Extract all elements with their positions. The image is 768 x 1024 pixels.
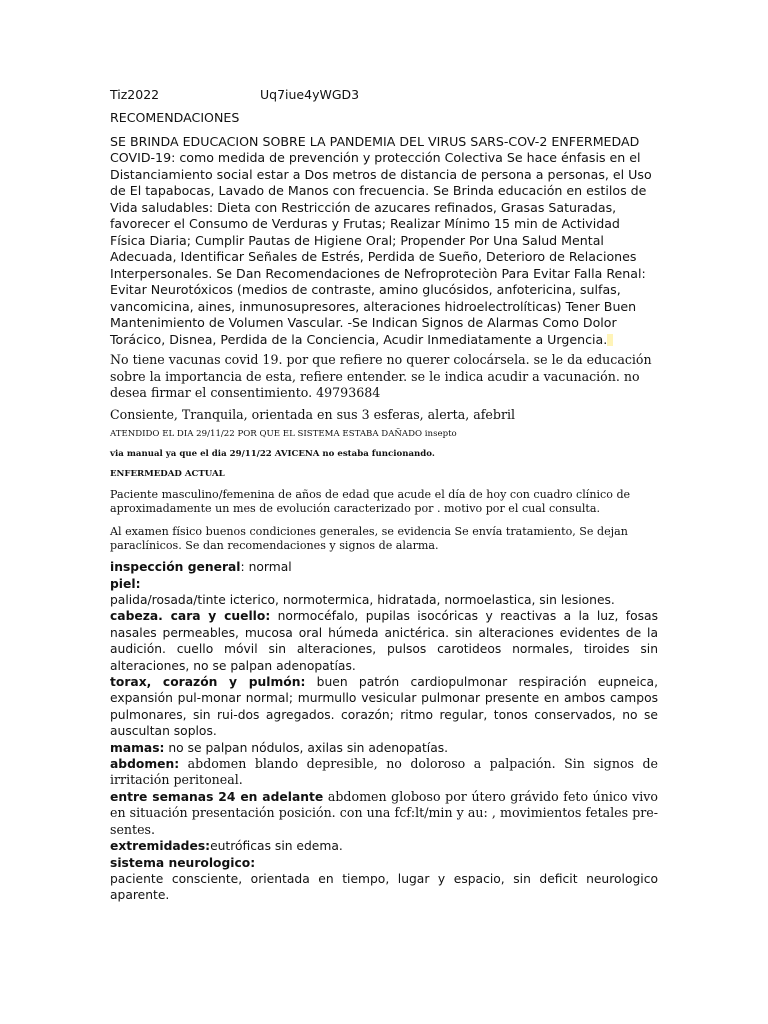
- exam-extremidades-label: extremidades:: [110, 839, 211, 854]
- vacunas-paragraph: No tiene vacunas covid 19. por que refiere no querer colocársela. se le da educación sobre la importancia de esta, refiere entender. se le indica acudir a vacunación. no desea firmar el consentimiento. 49793684: [110, 352, 652, 400]
- atendido-tail: insepto: [422, 429, 457, 439]
- exam-mamas-label: mamas:: [110, 740, 165, 755]
- recomendaciones-text: SE BRINDA EDUCACION SOBRE LA PANDEMIA DEL VIRUS SARS-COV-2 ENFERMEDAD COVID-19: como medida de prevención y protección Colectiva Se hace énfasis en el Distanciamiento social estar a Dos metros de distancia de persona a personas, el Uso de El tapabocas, Lavado de Manos con frecuencia. Se Brinda educación en estilos de Vida saludables: Dieta con Restricción de azucares refinados, Grasas Saturadas, favorecer el Consumo de Verduras y Frutas; Realizar Mínimo 15 min de Actividad Física Diaria; Cumplir Pautas de Higiene Oral; Propender Por Una Salud Mental Adecuada, Identificar Señales de Estrés, Perdida de Sueño, Deterioro de Relaciones Interpersonales. Se Dan Recomendaciones de Nefroproteciòn Para Evitar Falla Renal: Evitar Neurotóxicos (medios de contraste, amino glucósidos, anfotericina, sulfas, vancomicina, aines, inmunosupresores, alteraciones hidroelectrolíticas) Tener Buen Mantenimiento de Volumen Vascular. -Se Indican Signos de Alarmas Como Dolor Torácico, Disnea, Perdida de la Conciencia, Acudir Inmediatamente a Urgencia.: [110, 133, 652, 347]
- exam-piel-label: piel:: [110, 576, 141, 591]
- exam-semanas-label: entre semanas 24 en adelante: [110, 789, 324, 804]
- exam-inspeccion-label: inspección general: [110, 560, 241, 575]
- exam-abdomen-label: abdomen:: [110, 757, 180, 772]
- exam-cabeza-label: cabeza. cara y cuello:: [110, 609, 271, 624]
- header-id-2: Uq7iue4yWGD3: [260, 87, 360, 102]
- exam-semanas: [110, 789, 658, 838]
- exam-mamas-value: no se palpan nódulos, axilas sin adenopatías.: [164, 740, 449, 755]
- exam-piel-label-line: [110, 576, 658, 592]
- exam-cabeza: [110, 608, 658, 674]
- atendido-line: [110, 428, 658, 440]
- via-manual-line: via manual ya que el dia 29/11/22 AVICENA no estaba funcionando.: [110, 449, 435, 459]
- exam-inspeccion-value: : normal: [240, 560, 292, 575]
- exam-semanas-value: abdomen globoso por útero grávido feto único vivo en situación presentación posición. con una fcf:lt/min y au: , movimientos fetales pre-sentes.: [110, 788, 658, 837]
- exam-piel-value: palida/rosada/tinte icterico, normotermica, hidratada, normoelastica, sin lesiones.: [110, 593, 615, 607]
- header-ids: [110, 86, 658, 103]
- exam-cabeza-value: normocéfalo, pupilas isocóricas y reactivas a la luz, fosas nasales permeables, mucosa oral húmeda anictérica. sin alteraciones evidentes de la audición. cuello móvil sin alteraciones, pulsos carotideos normales, tiroides sin alteraciones, no se palpan adenopatías.: [110, 609, 658, 673]
- exam-neuro-label-line: [110, 855, 658, 871]
- examen-paragraph: Al examen físico buenos condiciones generales, se evidencia Se envía tratamiento, Se dejan paraclínicos. Se dan recomendaciones y signos de alarma.: [110, 524, 628, 552]
- document-page: [110, 86, 658, 904]
- paciente-paragraph: Paciente masculino/femenina de años de edad que acude el día de hoy con cuadro clínico de aproximadamente un mes de evolución caracterizado por . motivo por el cual consulta.: [110, 488, 631, 516]
- exam-torax: [110, 674, 658, 740]
- exam-torax-label: torax, corazón y pulmón:: [110, 675, 306, 690]
- recomendaciones-title: RECOMENDACIONES: [110, 110, 240, 125]
- exam-torax-value: buen patrón cardiopulmonar respiración eupneica, expansión pul-monar normal; murmullo vesicular pulmonar presente en ambos campos pulmonares, sin rui-dos agregados. corazón; ritmo regular, tonos conservados, no se auscultan soplos.: [110, 675, 658, 739]
- exam-extremidades-value: eutróficas sin edema.: [210, 839, 343, 854]
- exam-neuro-label: sistema neurologico:: [110, 855, 256, 870]
- exam-mamas: [110, 740, 658, 756]
- exam-abdomen-value: abdomen blando depresible, no doloroso a palpación. Sin signos de irritación peritoneal.: [110, 756, 658, 788]
- highlight-mark: [607, 334, 613, 346]
- consiente-paragraph: Consiente, Tranquila, orientada en sus 3 esferas, alerta, afebril: [110, 406, 516, 422]
- exam-abdomen: [110, 756, 658, 789]
- recomendaciones-body: [110, 134, 658, 349]
- header-id-1: Tiz2022: [110, 87, 160, 102]
- enfermedad-actual-heading: ENFERMEDAD ACTUAL: [110, 469, 225, 479]
- exam-neuro-value: paciente consciente, orientada en tiempo, lugar y espacio, sin deficit neurologico aparente.: [110, 871, 658, 903]
- exam-extremidades: [110, 838, 658, 854]
- exam-inspeccion: [110, 559, 658, 575]
- atendido-caps: ATENDIDO EL DIA 29/11/22 POR QUE EL SISTEMA ESTABA DAÑADO: [110, 429, 423, 439]
- physical-exam: [110, 559, 658, 904]
